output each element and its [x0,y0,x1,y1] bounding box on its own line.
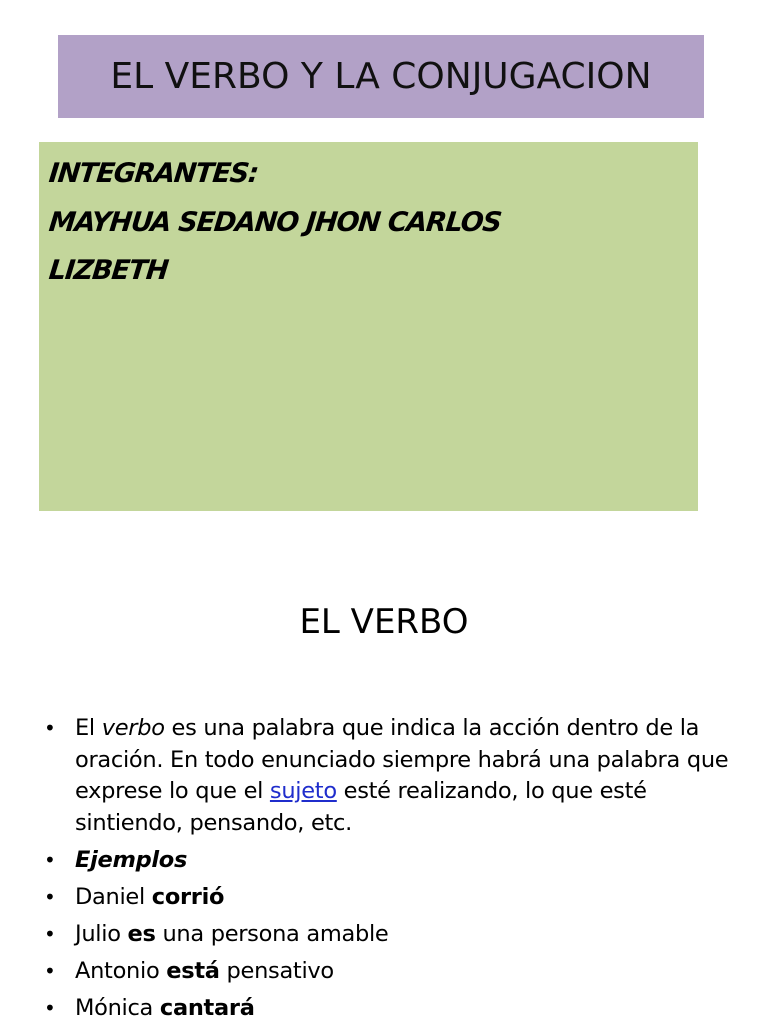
bullet-dot: • [44,958,56,983]
example-rest: pensativo [219,957,334,984]
example-verb: corrió [151,883,225,910]
bullet-ejemplos [44,845,744,877]
bullet-dot: • [44,921,56,946]
example-subject: Julio [75,920,121,947]
example-subject: Antonio [75,957,160,984]
intro-text-2: es una palabra que indica la acción dentro de la oración. En todo enunciado siempre habrá una palabra que exprese lo que el [75,715,729,804]
bullet-dot: • [44,716,56,740]
example-item [44,919,744,951]
example-item [44,882,744,914]
example-verb: está [166,957,220,984]
sujeto-link[interactable]: sujeto [269,778,337,804]
intro-text-3: esté realizando, lo que esté sintiendo, pensando, etc. [75,778,647,836]
example-item [44,956,744,988]
members-list [49,150,501,296]
members-heading: INTEGRANTES: [47,158,260,189]
example-subject: Daniel [75,883,145,910]
example-rest: una persona amable [155,920,389,947]
example-verb: cantará [159,994,255,1021]
member-name: MAYHUA SEDANO JHON CARLOS [47,206,503,238]
member-name: LIZBETH [47,255,170,286]
bullet-list [44,713,744,1024]
document-title: EL VERBO Y LA CONJUGACION [110,56,652,97]
intro-text-1: El [75,715,102,741]
ejemplos-label: Ejemplos [75,846,188,873]
example-subject: Mónica [75,994,154,1021]
title-banner [58,35,704,118]
bullet-dot: • [44,995,56,1020]
section-heading: EL VERBO [299,602,469,642]
bullet-dot: • [44,847,56,872]
example-item [44,993,744,1024]
members-panel [39,142,698,511]
example-verb: es [127,920,156,947]
bullet-intro [44,713,744,839]
bullet-dot: • [44,884,56,909]
intro-term-verbo: verbo [101,715,165,741]
